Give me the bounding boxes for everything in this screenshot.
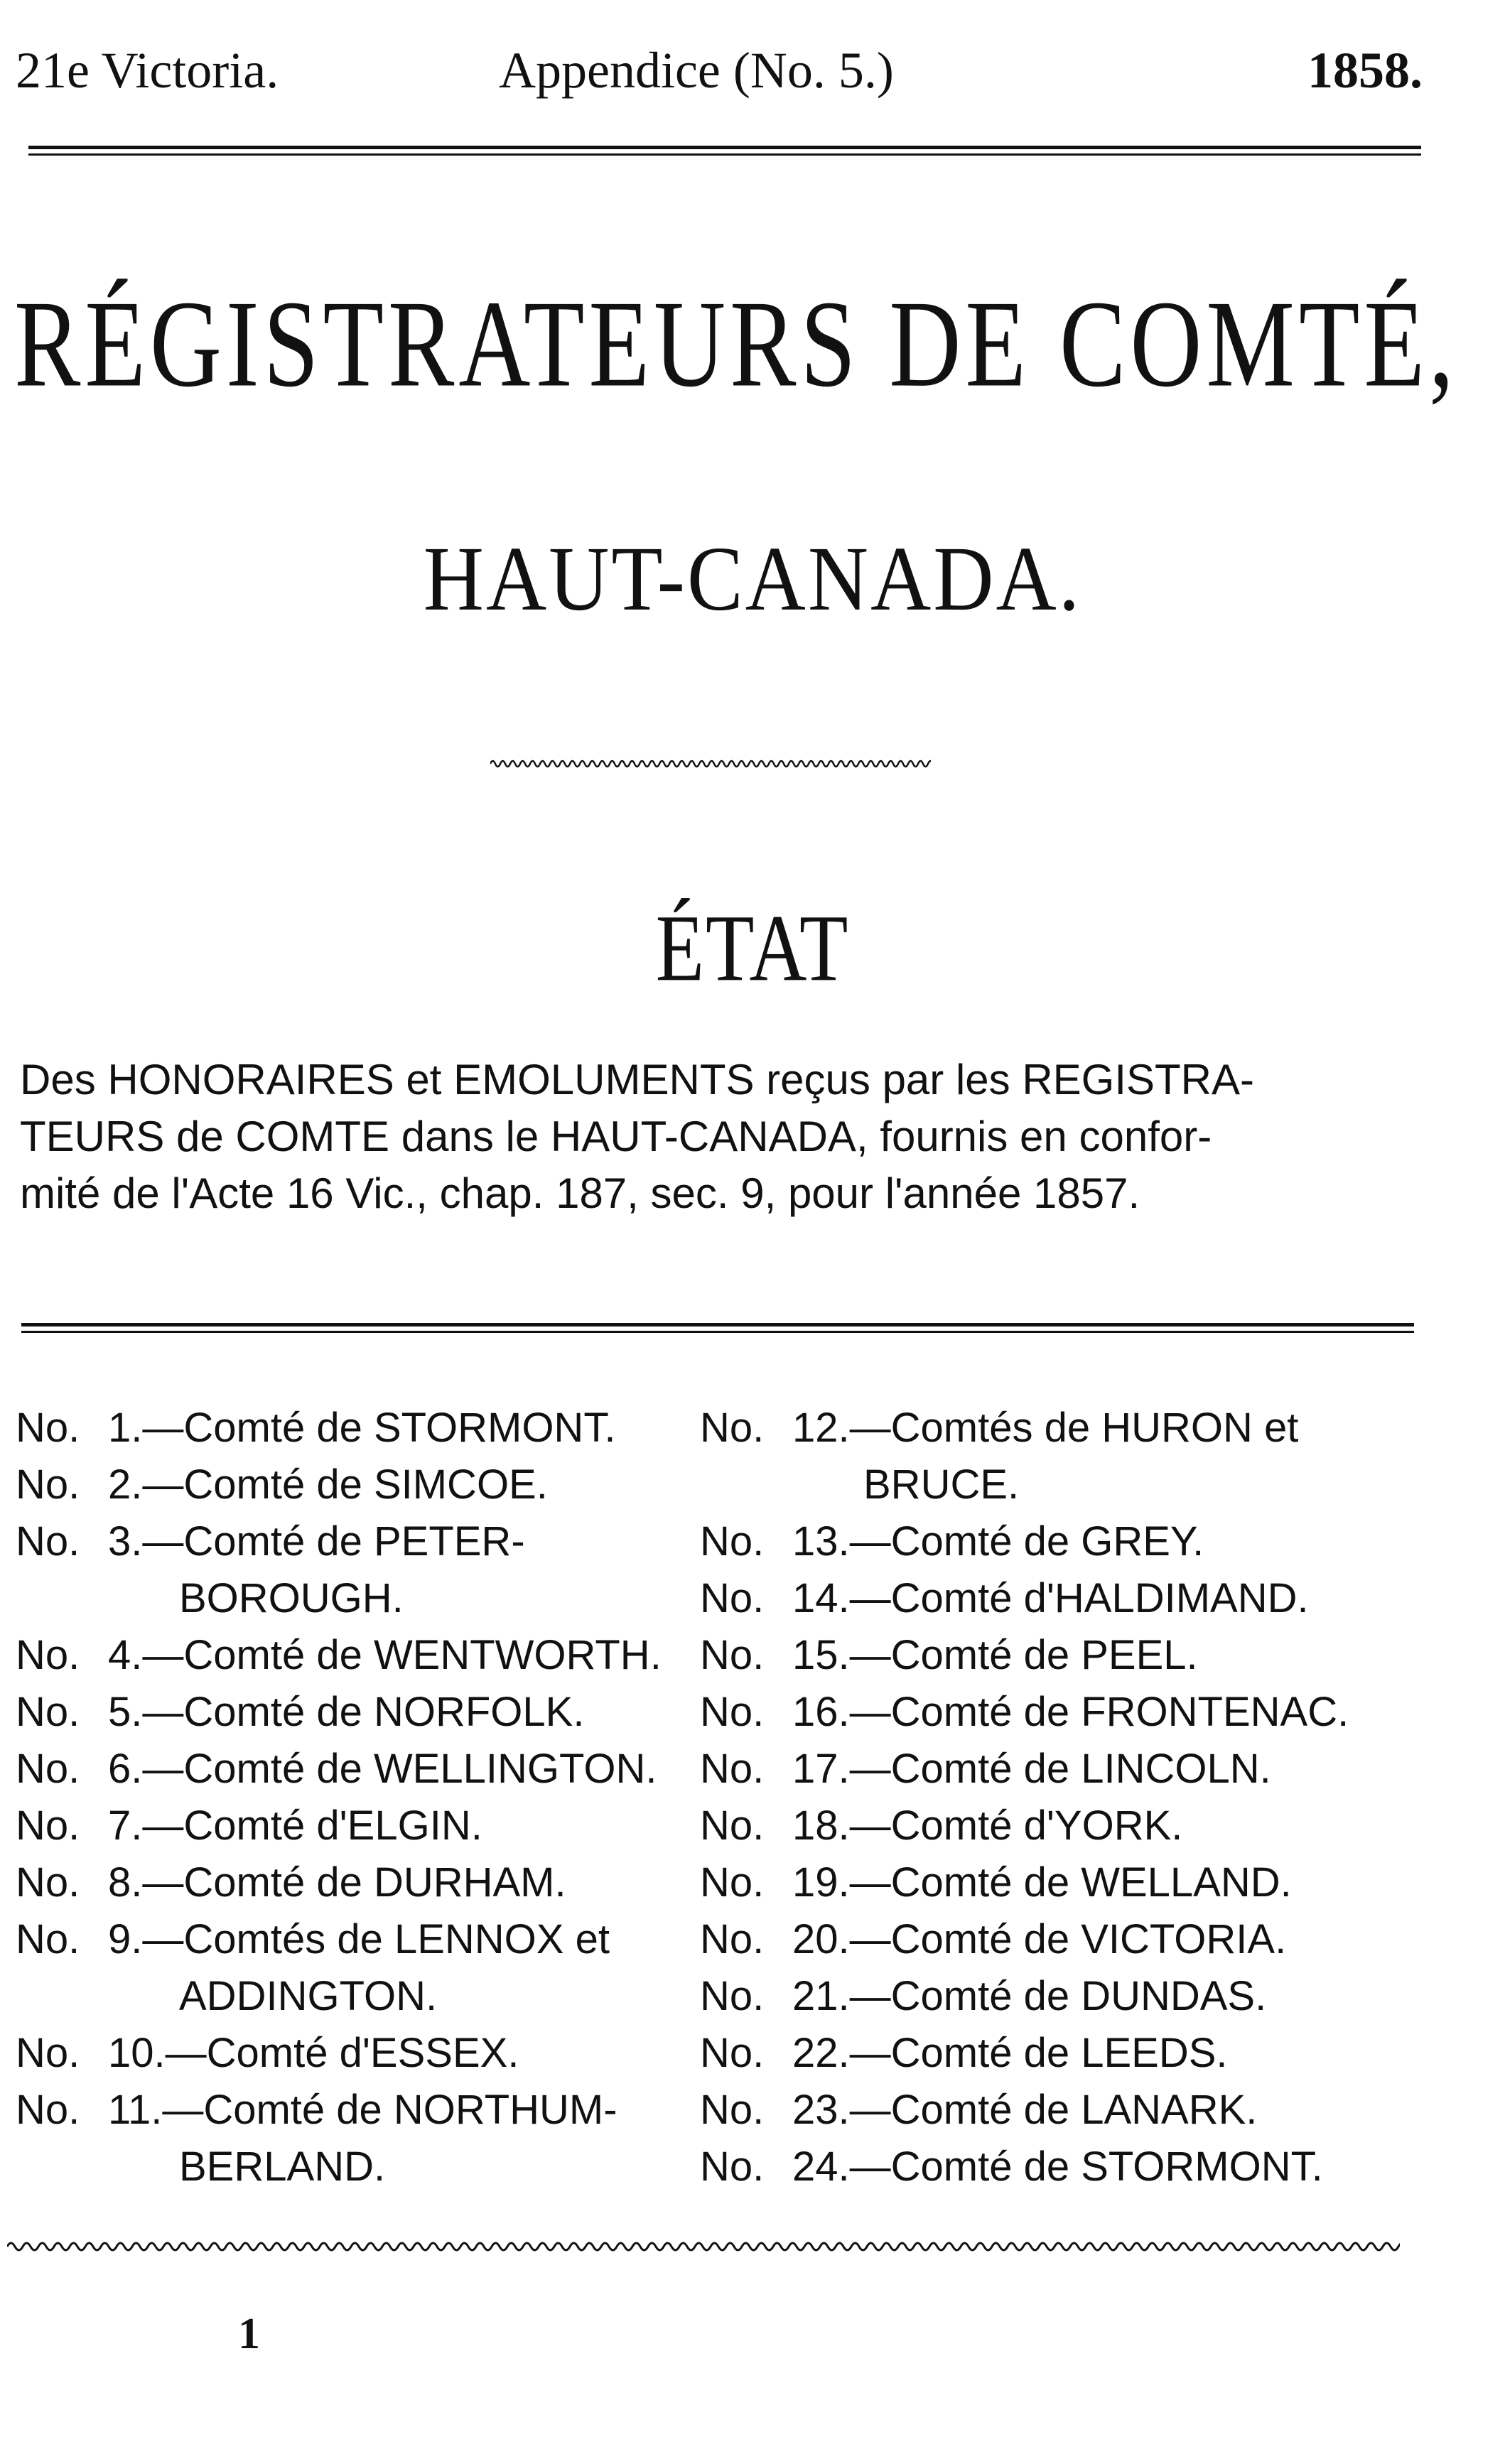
entry-no-label: No. [700, 2030, 765, 2076]
entry-no-label: No. [16, 2030, 80, 2076]
entry-text: 16.—Comté de FRONTENAC. [792, 1689, 1349, 1735]
entry-no-label: No. [700, 1518, 765, 1565]
entry-no-label: No. [16, 2087, 80, 2133]
header-session: 21e Victoria. [16, 42, 279, 99]
entry-text: 17.—Comté de LINCOLN. [792, 1746, 1271, 1792]
entry-text: 20.—Comté de VICTORIA. [792, 1916, 1287, 1962]
intro-line: mité de l'Acte 16 Vic., chap. 187, sec. 9, pour l'année 1857. [20, 1169, 1140, 1217]
entry-continuation: BRUCE. [863, 1461, 1020, 1508]
list-item [700, 2025, 1418, 2082]
entry-text: 12.—Comtés de HURON et [792, 1405, 1299, 1451]
list-item [700, 1684, 1418, 1741]
section-double-rule [21, 1323, 1414, 1333]
entry-no-label: No. [700, 1803, 765, 1849]
list-item [700, 1854, 1418, 1911]
list-item [16, 1854, 698, 1911]
wavy-divider [490, 757, 931, 771]
list-item [16, 1513, 698, 1627]
list-item [16, 1457, 698, 1513]
header-year: 1858. [1307, 42, 1423, 99]
entry-no-label: No. [16, 1859, 80, 1906]
entry-no-label: No. [700, 1575, 765, 1621]
list-item [700, 1741, 1418, 1798]
entry-text: 9.—Comtés de LENNOX et [108, 1916, 610, 1962]
entry-no-label: No. [700, 1632, 765, 1678]
list-item [16, 1684, 698, 1741]
list-item [700, 1798, 1418, 1854]
entry-no-label: No. [16, 1461, 80, 1508]
page-subtitle: HAUT-CANADA. [423, 527, 1082, 630]
entry-text: 1.—Comté de STORMONT. [108, 1405, 616, 1451]
list-item [16, 1627, 698, 1684]
entry-no-label: No. [700, 1859, 765, 1906]
entry-text: 15.—Comté de PEEL. [792, 1632, 1198, 1678]
list-item [700, 2139, 1418, 2195]
entry-text: 13.—Comté de GREY. [792, 1518, 1204, 1565]
list-item [16, 1400, 698, 1457]
entry-text: 4.—Comté de WENTWORTH. [108, 1632, 662, 1678]
entry-text: 3.—Comté de PETER- [108, 1518, 525, 1565]
page-number: 1 [238, 2310, 260, 2358]
entry-no-label: No. [16, 1746, 80, 1792]
entry-no-label: No. [700, 1689, 765, 1735]
intro-paragraph [20, 1052, 1413, 1222]
entry-no-label: No. [16, 1803, 80, 1849]
entry-text: 22.—Comté de LEEDS. [792, 2030, 1228, 2076]
entry-text: 8.—Comté de DURHAM. [108, 1859, 566, 1906]
intro-line: TEURS de COMTE dans le HAUT-CANADA, fournis en confor- [20, 1113, 1212, 1160]
list-item [16, 1911, 698, 2025]
entry-no-label: No. [700, 1973, 765, 2019]
entry-text: 14.—Comté d'HALDIMAND. [792, 1575, 1309, 1621]
entry-text: 11.—Comté de NORTHUM- [108, 2087, 617, 2133]
county-list-right [700, 1400, 1418, 2195]
entry-text: 24.—Comté de STORMONT. [792, 2144, 1323, 2190]
entry-continuation: ADDINGTON. [179, 1973, 438, 2019]
list-item [700, 1911, 1418, 1968]
entry-text: 23.—Comté de LANARK. [792, 2087, 1258, 2133]
list-item [700, 1570, 1418, 1627]
entry-continuation: BERLAND. [179, 2144, 386, 2190]
entry-text: 19.—Comté de WELLAND. [792, 1859, 1292, 1906]
list-item [16, 1741, 698, 1798]
entry-no-label: No. [700, 1916, 765, 1962]
entry-no-label: No. [700, 2087, 765, 2133]
entry-no-label: No. [700, 1746, 765, 1792]
list-item [16, 2082, 698, 2195]
page-title: RÉGISTRATEURS DE COMTÉ, [14, 275, 1458, 414]
intro-line: Des HONORAIRES et EMOLUMENTS reçus par les REGISTRA- [20, 1056, 1255, 1103]
entry-text: 10.—Comté d'ESSEX. [108, 2030, 519, 2076]
entry-text: 5.—Comté de NORFOLK. [108, 1689, 585, 1735]
entry-text: 2.—Comté de SIMCOE. [108, 1461, 548, 1508]
list-item [16, 1798, 698, 1854]
entry-no-label: No. [16, 1689, 80, 1735]
entry-no-label: No. [16, 1405, 80, 1451]
header-appendix: Appendice (No. 5.) [499, 42, 894, 99]
entry-no-label: No. [700, 2144, 765, 2190]
list-item [700, 1513, 1418, 1570]
entry-continuation: BOROUGH. [179, 1575, 404, 1621]
section-heading: ÉTAT [655, 895, 850, 1002]
entry-text: 7.—Comté d'ELGIN. [108, 1803, 482, 1849]
entry-no-label: No. [16, 1632, 80, 1678]
running-header [16, 38, 1423, 102]
entry-no-label: No. [700, 1405, 765, 1451]
county-list-left [16, 1400, 698, 2195]
list-item [700, 1968, 1418, 2025]
header-double-rule [28, 146, 1421, 156]
entry-text: 6.—Comté de WELLINGTON. [108, 1746, 657, 1792]
list-item [700, 1627, 1418, 1684]
entry-no-label: No. [16, 1518, 80, 1565]
entry-text: 18.—Comté d'YORK. [792, 1803, 1183, 1849]
wavy-divider-bottom [7, 2238, 1400, 2255]
entry-no-label: No. [16, 1916, 80, 1962]
entry-text: 21.—Comté de DUNDAS. [792, 1973, 1267, 2019]
list-item [16, 2025, 698, 2082]
list-item [700, 1400, 1418, 1513]
list-item [700, 2082, 1418, 2139]
